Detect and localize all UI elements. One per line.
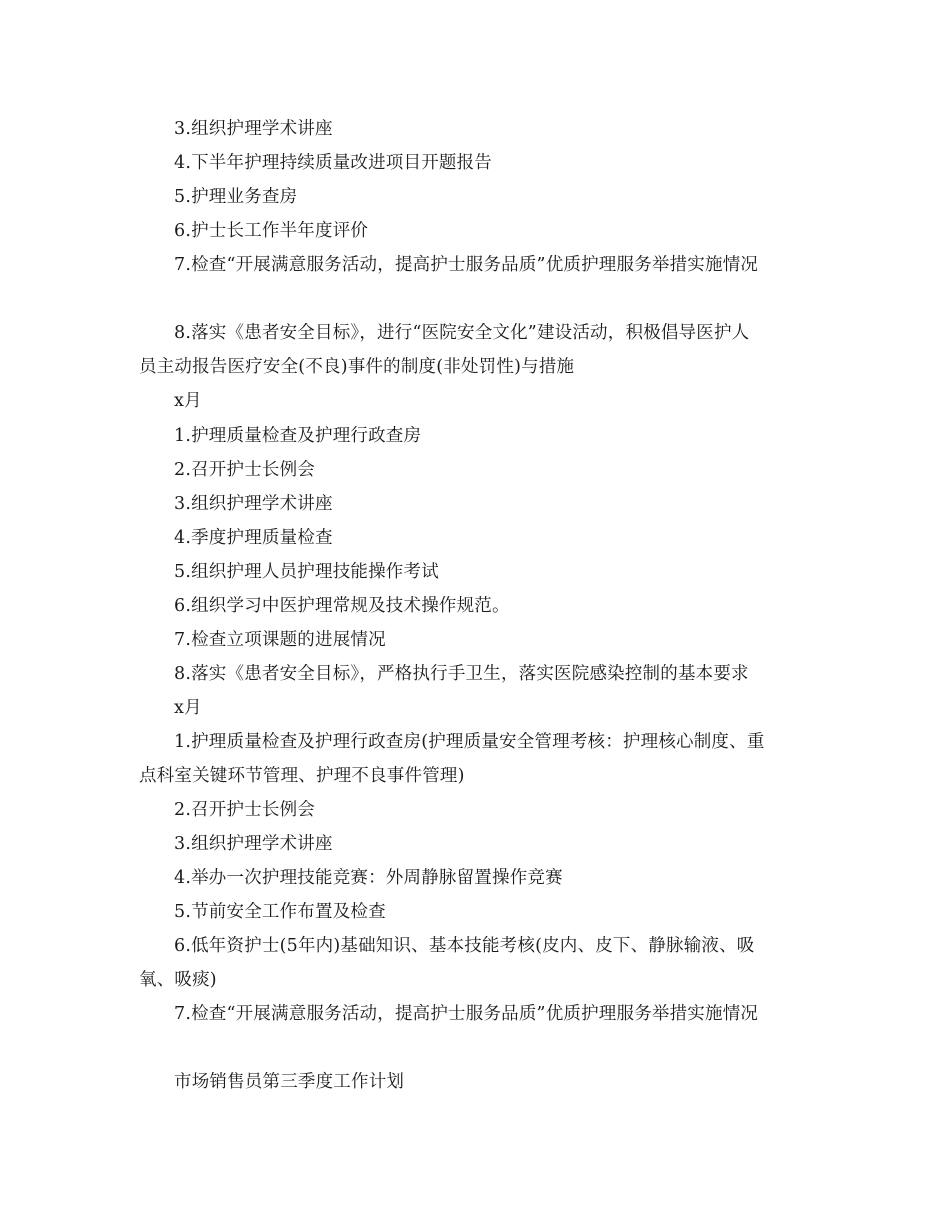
text-line: 5.组织护理人员护理技能操作考试 <box>174 562 439 582</box>
text-line: 4.举办一次护理技能竞赛：外周静脉留置操作竞赛 <box>174 868 563 888</box>
text-line: 6.组织学习中医护理常规及技术操作规范。 <box>174 596 510 616</box>
text-line: 7.检查立项课题的进展情况 <box>174 630 386 650</box>
month-heading: x月 <box>174 391 202 411</box>
text-line: 8.落实《患者安全目标》，进行“医院安全文化”建设活动，积极倡导医护人 <box>174 323 750 343</box>
text-line: 6.护士长工作半年度评价 <box>174 221 369 241</box>
text-line: 1.护理质量检查及护理行政查房 <box>174 426 422 446</box>
text-line: 7.检查“开展满意服务活动，提高护士服务品质”优质护理服务举措实施情况 <box>174 255 759 275</box>
text-line: 3.组织护理学术讲座 <box>174 834 333 854</box>
month-heading: x月 <box>174 698 202 718</box>
text-line: 5.节前安全工作布置及检查 <box>174 902 386 922</box>
text-line: 员主动报告医疗安全(不良)事件的制度(非处罚性)与措施 <box>139 357 575 377</box>
text-line: 6.低年资护士(5年内)基础知识、基本技能考核(皮内、皮下、静脉输液、吸 <box>174 936 755 956</box>
text-line: 7.检查“开展满意服务活动，提高护士服务品质”优质护理服务举措实施情况 <box>174 1004 759 1024</box>
text-line: 3.组织护理学术讲座 <box>174 119 333 139</box>
text-line: 4.下半年护理持续质量改进项目开题报告 <box>174 153 492 173</box>
text-line: 4.季度护理质量检查 <box>174 528 333 548</box>
text-line: 3.组织护理学术讲座 <box>174 494 333 514</box>
text-line: 5.护理业务查房 <box>174 187 298 207</box>
text-line: 1.护理质量检查及护理行政查房(护理质量安全管理考核：护理核心制度、重 <box>174 732 765 752</box>
text-line: 8.落实《患者安全目标》，严格执行手卫生，落实医院感染控制的基本要求 <box>174 664 749 684</box>
text-line: 2.召开护士长例会 <box>174 460 315 480</box>
section-title: 市场销售员第三季度工作计划 <box>174 1072 405 1092</box>
text-line: 2.召开护士长例会 <box>174 800 315 820</box>
text-line: 氧、吸痰) <box>139 970 217 990</box>
text-line: 点科室关键环节管理、护理不良事件管理) <box>139 766 465 786</box>
